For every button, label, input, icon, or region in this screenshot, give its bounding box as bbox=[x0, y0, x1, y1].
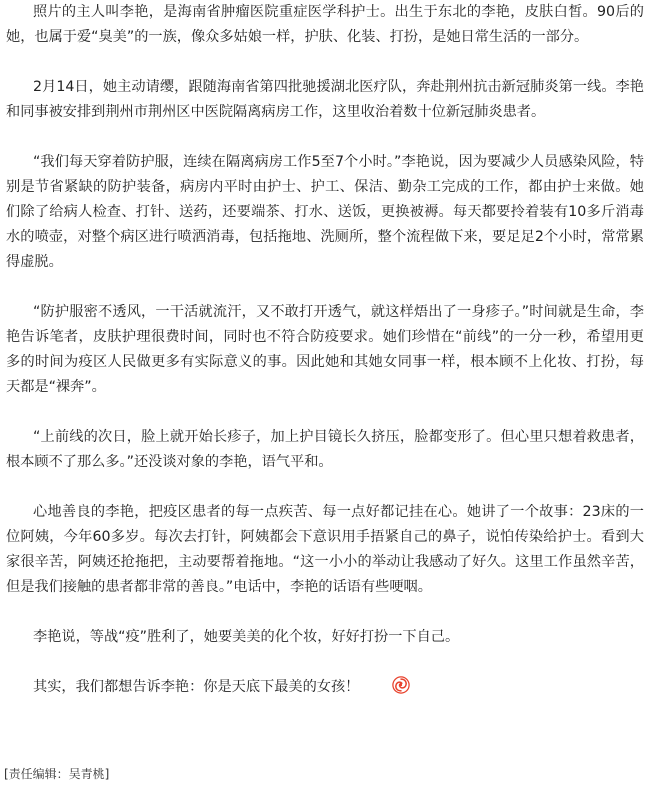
paragraph-2: 2月14日，她主动请缨，跟随海南省第四批驰援湖北医疗队，奔赴荆州抗击新冠肺炎第一线。李艳和同事被安排到荆州市荆州区中医院隔离病房工作，这里收治着数十位新冠肺炎患者。 bbox=[6, 79, 644, 120]
paragraph-7: 李艳说，等战“疫”胜利了，她要美美的化个妆，好好打扮一下自己。 bbox=[33, 629, 460, 645]
editor-credit: [责任编辑：吴青桃] bbox=[4, 767, 110, 781]
paragraph-4: “防护服密不透风，一干活就流汗，又不敢打开透气，就这样焐出了一身疹子。”时间就是生命，李艳告诉笔者，皮肤护理很费时间，同时也不符合防疫要求。她们珍惜在“前线”的一分一秒，希望用更多的时间为疫区人民做更多有实际意义的事。因此她和其她女同事一样，根本顾不上化妆、打扮，每天都是“裸奔”。 bbox=[6, 304, 644, 395]
paragraph-3: “我们每天穿着防护服，连续在隔离病房工作5至7个小时。”李艳说，因为要减少人员感染风险，特别是节省紧缺的防护装备，病房内平时由护士、护工、保洁、勤杂工完成的工作，都由护士来做。她们除了给病人检查、打针、送药，还要端茶、打水、送饭，更换被褥。每天都要拎着装有10多斤消毒水的喷壶，对整个病区进行喷洒消毒，包括拖地、洗厕所，整个流程做下来，要足足2个小时，常常累得虚脱。 bbox=[6, 154, 644, 270]
paragraph-8-text: 其实，我们都想告诉李艳：你是天底下最美的女孩！ bbox=[33, 679, 360, 695]
paragraph-5: “上前线的次日，脸上就开始长疹子，加上护目镜长久挤压，脸都变形了。但心里只想着救患者，根本顾不了那么多。”还没谈对象的李艳，语气平和。 bbox=[6, 429, 644, 470]
site-swirl-logo-icon bbox=[365, 676, 383, 694]
paragraph-1: 照片的主人叫李艳，是海南省肿瘤医院重症医学科护士。出生于东北的李艳，皮肤白皙。90后的她，也属于爱“臭美”的一族，像众多姑娘一样，护肤、化装、打扮，是她日常生活的一部分。 bbox=[6, 4, 644, 45]
paragraph-6: 心地善良的李艳，把疫区患者的每一点疾苦、每一点好都记挂在心。她讲了一个故事：23床的一位阿姨，今年60多岁。每次去打针，阿姨都会下意识用手捂紧自己的鼻子，说怕传染给护士。看到大家很辛苦，阿姨还抢拖把，主动要帮着拖地。“这一小小的举动让我感动了好久。这里工作虽然辛苦，但是我们接触的患者都非常的善良。”电话中，李艳的话语有些哽咽。 bbox=[6, 504, 644, 595]
paragraph-8 bbox=[6, 675, 644, 700]
